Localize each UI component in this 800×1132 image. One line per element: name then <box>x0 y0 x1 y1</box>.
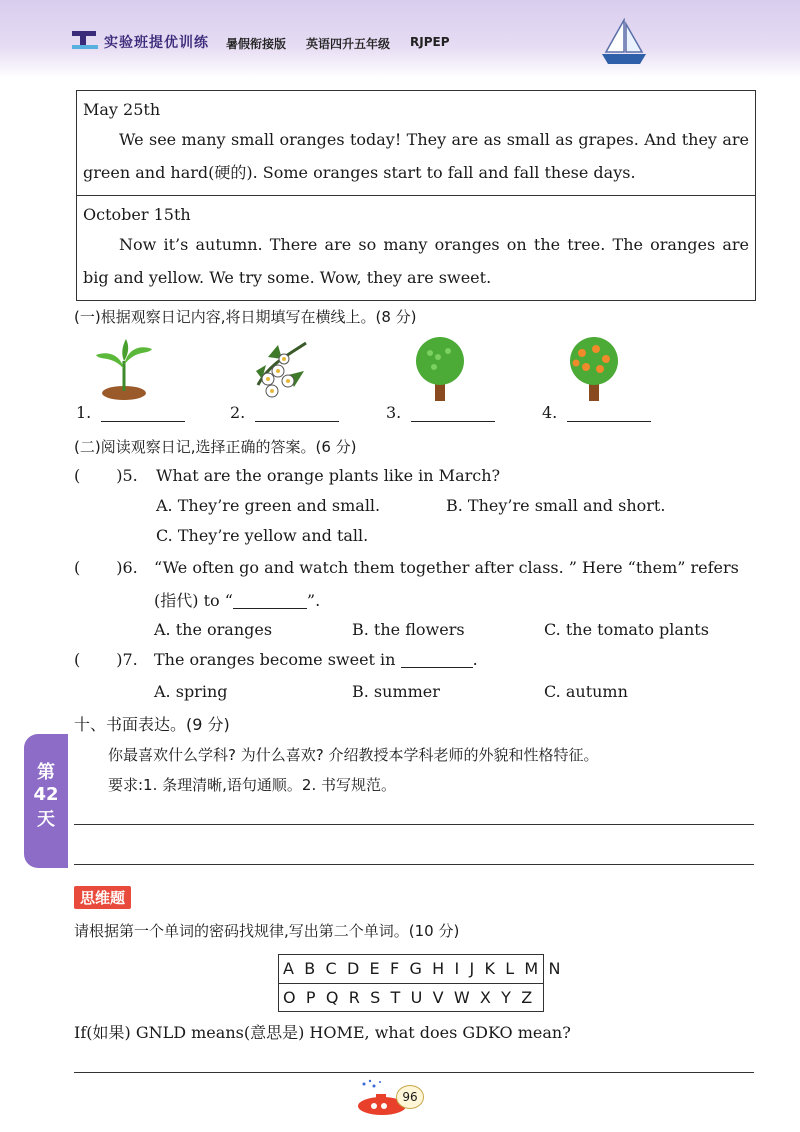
q7-option-b: B. summer <box>352 682 440 701</box>
question-7-text: The oranges become sweet in . <box>154 650 478 669</box>
question-6-text-line2: (指代) to “ ”. <box>154 591 321 610</box>
flowers-picture <box>248 335 312 403</box>
answer-blank[interactable] <box>401 667 473 668</box>
sailboat-icon <box>598 18 650 66</box>
writing-line[interactable] <box>74 864 754 865</box>
q6-option-a: A. the oranges <box>154 620 273 639</box>
cipher-question: If(如果) GNLD means(意思是) HOME, what does GDKO mean? <box>74 1023 571 1042</box>
q6-option-c: C. the tomato plants <box>544 620 709 639</box>
page-header <box>0 0 800 78</box>
cipher-table <box>278 954 564 1012</box>
thinking-badge: 思维题 <box>74 886 131 909</box>
writing-line[interactable] <box>74 824 754 825</box>
edition-label: 暑假衔接版 <box>226 37 287 51</box>
part2-heading: (二)阅读观察日记,选择正确的答案。(6 分) <box>74 438 357 456</box>
question-6-text: “We often go and watch them together after class. ” Here “them” refers <box>154 558 739 577</box>
diary-date: October 15th <box>83 205 191 224</box>
blank-2[interactable]: 2. <box>230 403 339 422</box>
question-number: 5. <box>122 466 138 485</box>
q5-option-a: A. They’re green and small. <box>156 496 381 515</box>
blank-1[interactable]: 1. <box>76 403 185 422</box>
blank-4[interactable]: 4. <box>542 403 651 422</box>
version-label: RJPEP <box>410 35 450 49</box>
date-blanks <box>74 403 754 427</box>
cipher-instruction: 请根据第一个单词的密码找规律,写出第二个单词。(10 分) <box>74 922 460 940</box>
diary-text: We see many small oranges today! They are as small as grapes. And they are green and hard(硬的). Some oranges start to fall and fall these days. <box>83 130 749 182</box>
answer-paren[interactable]: ( )5. <box>74 466 138 485</box>
answer-paren[interactable]: ( )6. <box>74 558 138 577</box>
writing-prompt: 你最喜欢什么学科? 为什么喜欢? 介绍教授本学科老师的外貌和性格特征。 <box>108 746 599 764</box>
observation-diary <box>76 90 756 301</box>
writing-heading: 十、书面表达。(9 分) <box>74 715 230 734</box>
page-number: 96 <box>396 1085 424 1109</box>
diary-text: Now it’s autumn. There are so many oranges on the tree. The oranges are big and yellow. We try some. Wow, they are sweet. <box>83 235 749 287</box>
answer-blank[interactable] <box>233 608 307 609</box>
green-tree-picture <box>408 335 472 403</box>
q5-option-b: B. They’re small and short. <box>446 496 666 515</box>
q6-option-b: B. the flowers <box>352 620 465 639</box>
diary-date: May 25th <box>83 100 161 119</box>
brand-title: 实验班提优训练 <box>104 35 209 51</box>
blank-3[interactable]: 3. <box>386 403 495 422</box>
question-5-text: What are the orange plants like in March? <box>156 466 501 485</box>
seedling-picture <box>92 335 156 403</box>
diary-entry <box>77 91 755 195</box>
q7-option-a: A. spring <box>154 682 228 701</box>
part1-heading: (一)根据观察日记内容,将日期填写在横线上。(8 分) <box>74 308 417 326</box>
q7-option-c: C. autumn <box>544 682 628 701</box>
cipher-row: O P Q R S T U V W X Y Z <box>279 983 543 1011</box>
q5-option-c: C. They’re yellow and tall. <box>156 526 369 545</box>
cipher-row: A B C D E F G H I J K L M N <box>283 959 564 978</box>
diary-entry <box>77 195 755 300</box>
day-tab: 第 42 天 <box>24 734 68 868</box>
answer-paren[interactable]: ( )7. <box>74 650 138 669</box>
grade-label: 英语四升五年级 <box>306 37 391 51</box>
question-number: 7. <box>122 650 138 669</box>
answer-line[interactable] <box>74 1072 754 1073</box>
book-logo-icon <box>70 28 100 50</box>
orange-tree-picture <box>562 335 626 403</box>
question-number: 6. <box>122 558 138 577</box>
writing-requirements: 要求:1. 条理清晰,语句通顺。2. 书写规范。 <box>108 776 396 794</box>
